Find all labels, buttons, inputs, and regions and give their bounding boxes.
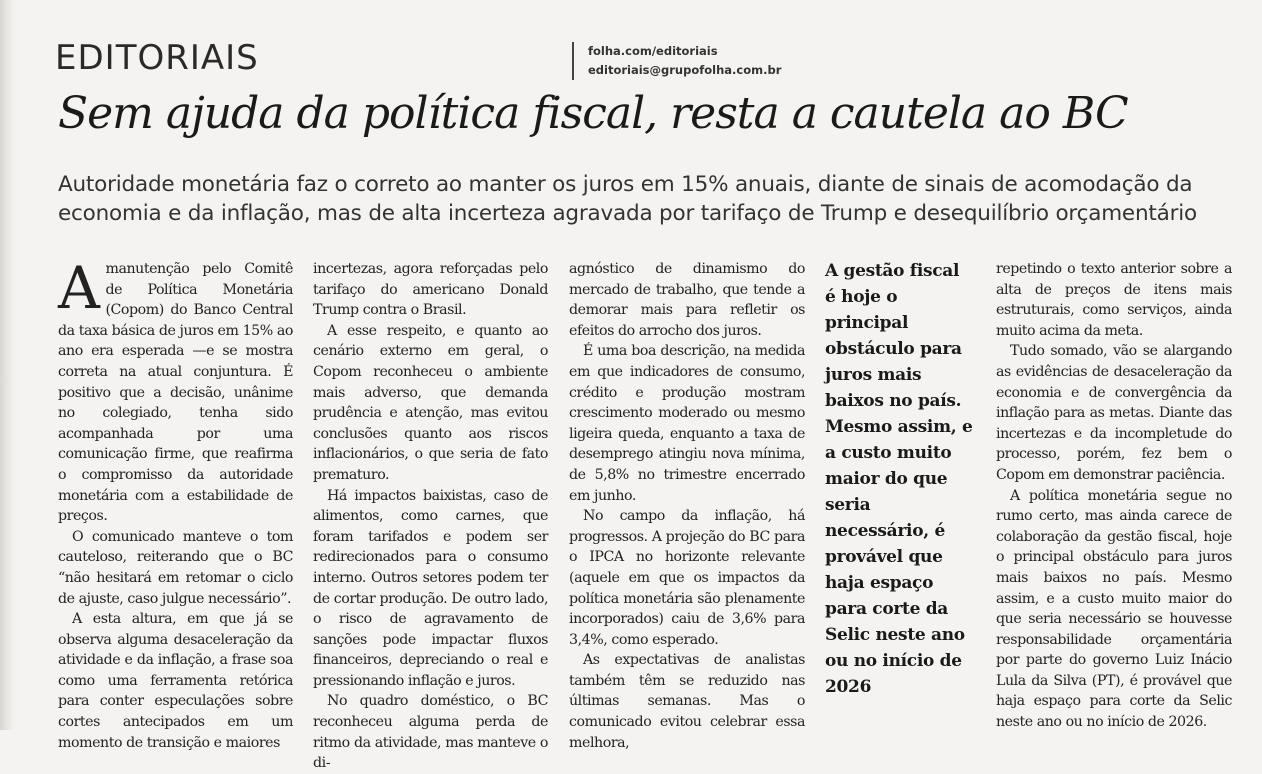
article-paragraph: Tudo somado, vão se alargando as evidências de desaceleração da economia e de convergência da inflação para as metas. Diante das incertezas e da incompletude do processo, porém, fez bem o Copom em demonstrar paciência. xyxy=(996,343,1232,483)
article-column-5 xyxy=(996,259,1232,733)
article-paragraph: É uma boa descrição, na medida em que indicadores de consumo, crédito e produção mostram crescimento moderado ou mesmo ligeira queda, enquanto a taxa de desemprego atingiu nova mínima, de 5,8% no trimestre encerrado em junho. xyxy=(569,343,805,504)
article-paragraph: agnóstico de dinamismo do mercado de trabalho, que tende a demorar mais para refletir os efeitos do arrocho dos juros. xyxy=(569,261,805,339)
section-title: EDITORIAIS xyxy=(55,38,259,78)
article-column-2 xyxy=(313,259,548,774)
article-paragraph: A política monetária segue no rumo certo, mas ainda carece de colaboração da gestão fiscal, hoje o principal obstáculo para juros mais baixos no país. Mesmo assim, e a custo muito maior do que seria necessário se houvesse responsabilidade orçamentária por parte do governo Luiz Inácio Lula da Silva (PT), é provável que haja espaço para corte da Selic neste ano ou no início de 2026. xyxy=(996,487,1232,731)
article-paragraph: Há impactos baixistas, caso de alimentos, como carnes, que foram tarifados e podem ser redirecionados para o consumo interno. Outros setores podem ter de cortar produção. De outro lado, o risco de agravamento de sanções pode impactar fluxos financeiros, depreciando o real e pressionando inflação e juros. xyxy=(313,487,548,689)
article-paragraph xyxy=(58,254,293,527)
subheadline: Autoridade monetária faz o correto ao manter os juros em 15% anuais, diante de sinais de acomodação da economia e da inflação, mas de alta incerteza agravada por tarifaço de Trump e desequilíbrio orçamentário xyxy=(58,172,1197,226)
pull-quote: A gestão fiscal é hoje o principal obstáculo para juros mais baixos no país. Mesmo assim, e a custo muito maior do que seria necessário, é provável que haja espaço para corte da Selic neste ano ou no início de 2026 xyxy=(825,261,973,697)
article-column-1 xyxy=(58,254,293,753)
paragraph-text: manutenção pelo Comitê de Política Monetária (Copom) do Banco Central da taxa básica de juros em 15% ao ano era esperada —e se mostra correta na atual conjuntura. É positivo que a decisão, unânime no colegiado, tenha sido acompanhada por uma comunicação firme, que reafirma o compromisso da autoridade monetária com a estabilidade de preços. xyxy=(58,261,293,525)
contact-url[interactable]: folha.com/editoriais xyxy=(588,44,718,58)
page-edge-shadow xyxy=(0,0,14,730)
article-paragraph: No quadro doméstico, o BC reconheceu alguma perda de ritmo da atividade, mas manteve o di- xyxy=(313,693,548,772)
article-paragraph: O comunicado manteve o tom cauteloso, reiterando que o BC “não hesitará em retomar o ciclo de ajuste, caso julgue necessário”. xyxy=(58,528,293,607)
article-paragraph: incertezas, agora reforçadas pelo tarifaço do americano Donald Trump contra o Brasil. xyxy=(313,261,548,319)
contact-email[interactable]: editoriais@grupofolha.com.br xyxy=(588,63,782,77)
headline: Sem ajuda da política fiscal, resta a cautela ao BC xyxy=(58,88,1128,139)
article-column-3 xyxy=(569,259,805,753)
article-paragraph: As expectativas de analistas também têm se reduzido nas últimas semanas. Mas o comunicado evitou celebrar essa melhora, xyxy=(569,652,805,751)
drop-cap: A xyxy=(58,254,100,322)
article-paragraph: A esse respeito, e quanto ao cenário externo em geral, o Copom reconheceu o ambiente mais adverso, que demanda prudência e atenção, mas evitou conclusões quanto aos riscos inflacionários, o que seria de fato prematuro. xyxy=(313,322,548,483)
article-paragraph: No campo da inflação, há progressos. A projeção do BC para o IPCA no horizonte relevante (aquele em que os impactos da política monetária são plenamente incorporados) caiu de 3,6% para 3,4%, como esperado. xyxy=(569,508,805,648)
article-paragraph: A esta altura, em que já se observa alguma desaceleração da atividade e da inflação, a frase soa como uma ferramenta retórica para conter especulações sobre cortes antecipados em um momento de transição e maiores xyxy=(58,611,293,751)
contact-block xyxy=(572,42,781,80)
article-paragraph: repetindo o texto anterior sobre a alta de preços de itens mais estruturais, como serviços, ainda muito acima da meta. xyxy=(996,261,1232,339)
